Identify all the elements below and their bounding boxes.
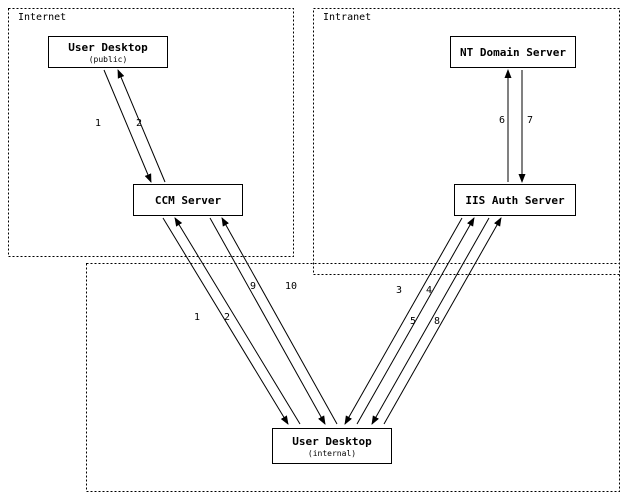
node-subtitle: (public) [88,54,128,64]
edge-label-3: 3 [396,285,403,296]
node-nt-domain-server[interactable] [450,36,576,68]
edge-label-5: 5 [410,316,417,327]
zone-label-intranet: Intranet [323,12,372,23]
node-title: User Desktop [292,434,372,448]
edge-label-7: 7 [527,115,534,126]
edge-label-1-internal: 1 [194,312,201,323]
edge-label-4: 4 [426,285,433,296]
edge-label-6: 6 [499,115,506,126]
node-subtitle: (internal) [307,448,357,458]
node-title: CCM Server [154,193,222,207]
zone-label-internet: Internet [18,12,67,23]
edge-label-8: 8 [434,316,441,327]
edge-label-9: 9 [250,281,257,292]
edge-label-2-public: 2 [136,118,143,129]
link-nt-domain-iis [508,70,522,182]
node-ccm-server[interactable] [133,184,243,216]
edge-label-10: 10 [285,281,298,292]
node-title: NT Domain Server [460,45,566,59]
node-title: IIS Auth Server [465,193,565,207]
node-iis-auth-server[interactable] [454,184,576,216]
node-user-desktop-public[interactable] [48,36,168,68]
node-user-desktop-internal[interactable] [272,428,392,464]
edge-label-1-public: 1 [95,118,102,129]
edge-label-2-internal: 2 [224,312,231,323]
link-public-desktop-ccm [104,70,165,182]
node-title: User Desktop [68,40,148,54]
